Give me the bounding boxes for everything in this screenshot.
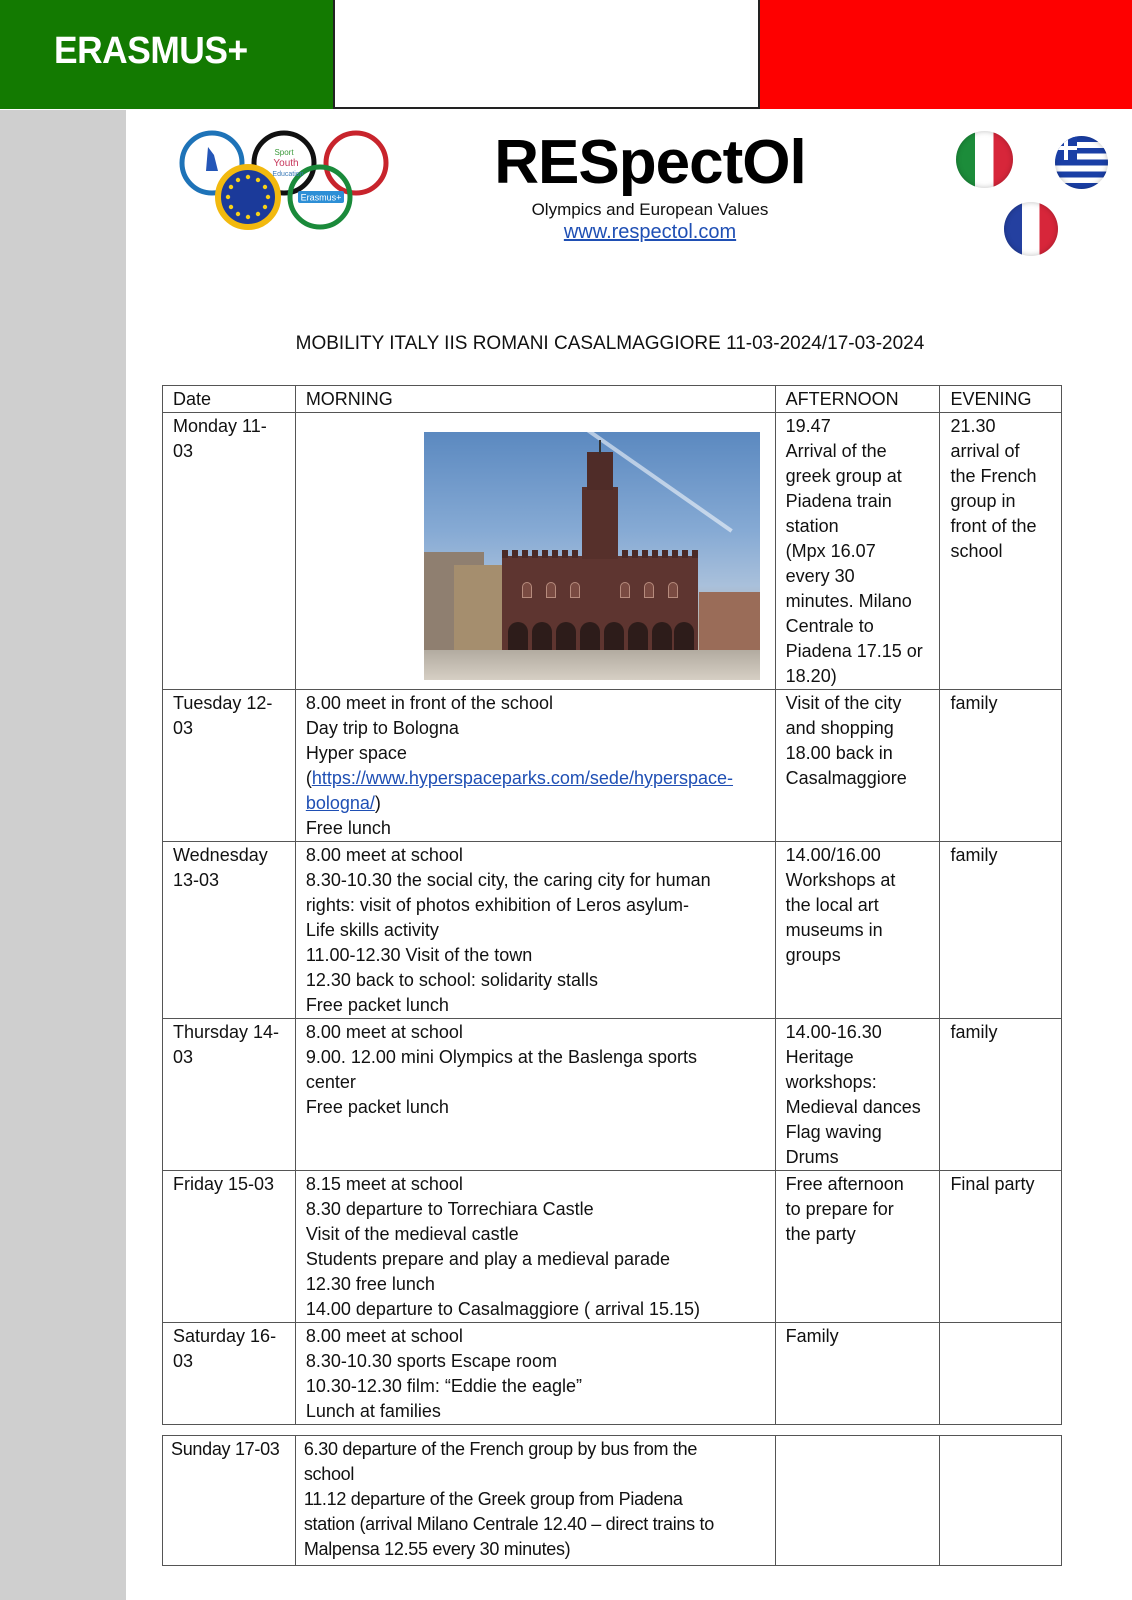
table-header-row bbox=[163, 386, 1062, 413]
afternoon-cell bbox=[775, 1436, 940, 1566]
hyperspace-link[interactable]: https://www.hyperspaceparks.com/sede/hyperspace- bbox=[311, 768, 734, 788]
hyperspace-link-continued[interactable]: bologna/ bbox=[305, 793, 375, 813]
svg-text:Sport: Sport bbox=[274, 148, 294, 157]
evening-cell bbox=[940, 1323, 1062, 1425]
sunday-table bbox=[162, 1435, 1062, 1566]
table-row-friday bbox=[163, 1171, 1062, 1323]
france-flag-icon bbox=[1004, 202, 1058, 256]
evening-cell: Final party bbox=[940, 1171, 1062, 1323]
table-row-monday bbox=[163, 413, 1062, 690]
evening-cell: family bbox=[940, 842, 1062, 1019]
brand-block bbox=[440, 128, 860, 244]
date-cell: Sunday 17-03 bbox=[163, 1436, 296, 1566]
morning-cell: 6.30 departure of the French group by bus from the school 11.12 departure of the Greek group from Piadena station (arrival Milano Centrale 12.40 – direct trains to Malpensa 12.55 every 30 minutes) bbox=[295, 1436, 775, 1566]
column-header-afternoon: AFTERNOON bbox=[775, 386, 940, 413]
svg-text:Youth: Youth bbox=[273, 158, 299, 169]
table-row-sunday bbox=[163, 1436, 1062, 1566]
olympic-rings-logo-icon bbox=[176, 125, 396, 240]
table-row-thursday bbox=[163, 1019, 1062, 1171]
afternoon-cell: 14.00/16.00 Workshops at the local art museums in groups bbox=[775, 842, 940, 1019]
morning-cell: 8.00 meet in front of the school Day trip to Bologna Hyper space (https://www.hyperspaceparks.com/sede/hyperspace- bologna/) Free lunch bbox=[295, 690, 775, 842]
website-link[interactable]: www.respectol.com bbox=[563, 221, 737, 243]
left-margin-bar bbox=[0, 110, 126, 1600]
table-row-saturday bbox=[163, 1323, 1062, 1425]
date-cell: Monday 11- 03 bbox=[163, 413, 296, 690]
date-cell: Saturday 16- 03 bbox=[163, 1323, 296, 1425]
morning-cell: 8.00 meet at school 8.30-10.30 the social city, the caring city for human rights: visit of photos exhibition of Leros asylum- Life skills activity 11.00-12.30 Visit of the town 12.30 back to school: solidarity stalls Free packet lunch bbox=[295, 842, 775, 1019]
red-ring bbox=[326, 133, 386, 193]
morning-cell: 8.15 meet at school 8.30 departure to Torrechiara Castle Visit of the medieval castle Students prepare and play a medieval parade 12.30 free lunch 14.00 departure to Casalmaggiore ( arrival 15.15) bbox=[295, 1171, 775, 1323]
evening-cell: family bbox=[940, 690, 1062, 842]
evening-cell: family bbox=[940, 1019, 1062, 1171]
morning-cell: 8.00 meet at school 8.30-10.30 sports Escape room 10.30-12.30 film: “Eddie the eagle” Lunch at families bbox=[295, 1323, 775, 1425]
evening-cell: 21.30 arrival of the French group in front of the school bbox=[940, 413, 1062, 690]
morning-cell: 8.00 meet at school 9.00. 12.00 mini Olympics at the Baslenga sports center Free packet lunch bbox=[295, 1019, 775, 1171]
afternoon-cell: 19.47 Arrival of the greek group at Piadena train station (Mpx 16.07 every 30 minutes. Milano Centrale to Piadena 17.15 or 18.20) bbox=[775, 413, 940, 690]
paris-2024-logo-icon bbox=[206, 147, 218, 171]
table-row-wednesday bbox=[163, 842, 1062, 1019]
italy-flag-icon bbox=[956, 131, 1013, 188]
banner-white-stripe bbox=[333, 0, 760, 109]
erasmus-banner bbox=[0, 0, 1132, 109]
erasmus-label: ERASMUS+ bbox=[54, 30, 248, 72]
column-header-evening: EVENING bbox=[940, 386, 1062, 413]
svg-text:Education: Education bbox=[272, 171, 304, 178]
afternoon-cell: Family bbox=[775, 1323, 940, 1425]
schedule-table bbox=[162, 385, 1062, 1425]
date-cell: Friday 15-03 bbox=[163, 1171, 296, 1323]
svg-text:Erasmus+: Erasmus+ bbox=[300, 192, 342, 203]
date-cell: Thursday 14- 03 bbox=[163, 1019, 296, 1171]
greece-flag-icon bbox=[1055, 136, 1108, 189]
casalmaggiore-town-hall-photo bbox=[424, 432, 760, 680]
date-cell: Tuesday 12- 03 bbox=[163, 690, 296, 842]
table-row-tuesday bbox=[163, 690, 1062, 842]
afternoon-cell: Visit of the city and shopping 18.00 back in Casalmaggiore bbox=[775, 690, 940, 842]
date-cell: Wednesday 13-03 bbox=[163, 842, 296, 1019]
column-header-date: Date bbox=[163, 386, 296, 413]
afternoon-cell: 14.00-16.30 Heritage workshops: Medieval dances Flag waving Drums bbox=[775, 1019, 940, 1171]
brand-subtitle: Olympics and European Values bbox=[531, 200, 769, 219]
brand-title: RESpectOl bbox=[494, 128, 806, 197]
afternoon-cell: Free afternoon to prepare for the party bbox=[775, 1171, 940, 1323]
document-title: MOBILITY ITALY IIS ROMANI CASALMAGGIORE 11-03-2024/17-03-2024 bbox=[295, 333, 925, 354]
column-header-morning: MORNING bbox=[295, 386, 775, 413]
evening-cell bbox=[940, 1436, 1062, 1566]
morning-cell bbox=[295, 413, 775, 690]
banner-red-stripe bbox=[760, 0, 1132, 109]
